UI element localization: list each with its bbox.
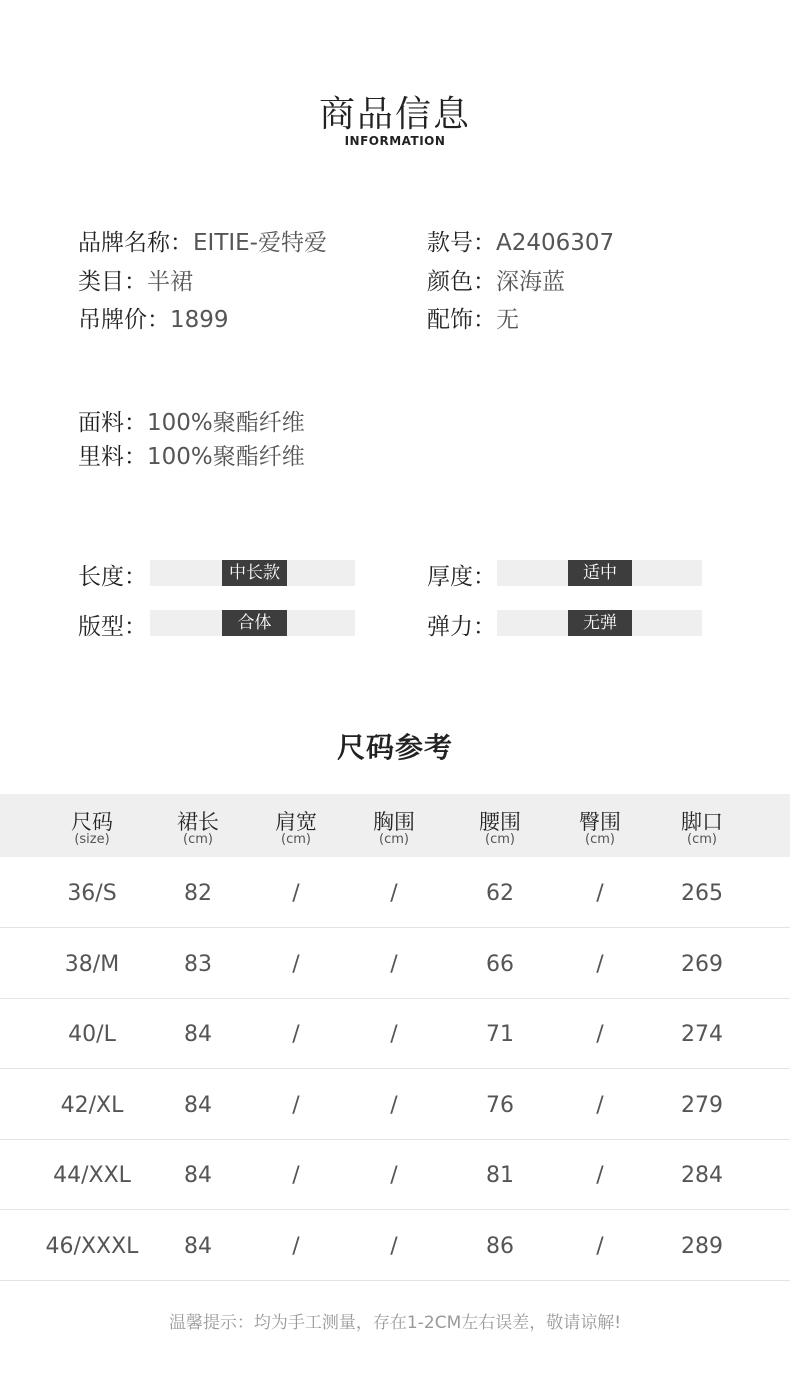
- column-header-bust: [344, 794, 444, 857]
- table-cell: /: [596, 881, 604, 906]
- column-header-hip: [550, 794, 650, 857]
- price-value: 1899: [170, 307, 229, 333]
- table-cell: /: [596, 1163, 604, 1188]
- table-cell: 82: [184, 881, 212, 906]
- column-unit: (cm): [379, 832, 409, 847]
- table-cell: /: [292, 881, 300, 906]
- table-cell: 84: [184, 1092, 212, 1118]
- style-row: [427, 224, 614, 257]
- lining-label: 里料：: [78, 444, 147, 470]
- table-cell: 44/XXL: [53, 1163, 131, 1188]
- thickness-tag: 适中: [568, 560, 632, 586]
- length-label: 长度：: [78, 564, 147, 590]
- style-label: 款号：: [427, 230, 496, 256]
- table-row: [0, 998, 790, 1069]
- table-cell: 83: [184, 951, 212, 977]
- category-label: 类目：: [78, 269, 147, 295]
- footer-note: 温馨提示：均为手工测量，存在1-2CM左右误差，敬请谅解!: [168, 1313, 622, 1333]
- table-cell: /: [292, 1092, 300, 1118]
- table-cell: 84: [184, 1022, 212, 1047]
- table-cell: /: [292, 951, 300, 977]
- color-label: 颜色：: [427, 269, 496, 295]
- table-cell: 76: [486, 1092, 514, 1118]
- table-row: [0, 928, 790, 999]
- column-name: 脚口: [681, 810, 723, 834]
- table-cell: 42/XL: [60, 1092, 124, 1118]
- category-row: [78, 263, 193, 296]
- thickness-label: 厚度：: [427, 564, 496, 590]
- table-cell: 289: [681, 1233, 723, 1259]
- price-row: [78, 301, 229, 334]
- table-cell: 284: [681, 1163, 723, 1188]
- category-value: 半裙: [147, 269, 193, 295]
- table-cell: 269: [681, 951, 723, 977]
- table-cell: 84: [184, 1233, 212, 1259]
- brand-value: EITIE-爱特爱: [193, 230, 327, 256]
- lining-value: 100%聚酯纤维: [147, 444, 305, 470]
- table-cell: 38/M: [64, 951, 120, 977]
- table-cell: /: [390, 1163, 398, 1188]
- color-row: [427, 263, 565, 296]
- page-title: 商品信息: [318, 94, 471, 135]
- column-name: 裙长: [177, 810, 219, 834]
- column-header-hem: [652, 794, 752, 857]
- accessory-label: 配饰：: [427, 307, 496, 333]
- fabric-row: [78, 404, 305, 437]
- size-table-header: [0, 794, 790, 857]
- table-cell: /: [390, 881, 398, 906]
- column-header-waist: [450, 794, 550, 857]
- lining-row: [78, 438, 305, 471]
- table-cell: /: [596, 1092, 604, 1118]
- column-unit: (cm): [485, 832, 515, 847]
- table-cell: 86: [486, 1233, 514, 1259]
- table-cell: 36/S: [67, 881, 117, 906]
- fit-label: 版型：: [78, 614, 147, 640]
- table-row: [0, 1069, 790, 1140]
- table-cell: 40/L: [68, 1022, 116, 1047]
- column-unit: (cm): [585, 832, 615, 847]
- column-name: 胸围: [373, 810, 415, 834]
- elasticity-label: 弹力：: [427, 614, 496, 640]
- fit-tag: 合体: [222, 610, 287, 636]
- table-cell: /: [390, 951, 398, 977]
- table-cell: 274: [681, 1022, 723, 1047]
- elasticity-tag: 无弹: [568, 610, 632, 636]
- table-cell: 84: [184, 1163, 212, 1188]
- table-cell: 81: [486, 1163, 514, 1188]
- column-header-shoulder: [246, 794, 346, 857]
- column-name: 尺码: [71, 810, 113, 834]
- column-header-skirt-length: [148, 794, 248, 857]
- table-cell: /: [292, 1163, 300, 1188]
- table-cell: /: [292, 1233, 300, 1259]
- column-name: 腰围: [479, 810, 521, 834]
- color-value: 深海蓝: [496, 269, 565, 295]
- column-header-size: [42, 794, 142, 857]
- column-unit: (cm): [281, 832, 311, 847]
- table-cell: 62: [486, 881, 514, 906]
- table-cell: /: [390, 1022, 398, 1047]
- table-cell: 265: [681, 881, 723, 906]
- column-unit: (cm): [183, 832, 213, 847]
- table-cell: /: [596, 1022, 604, 1047]
- accessory-value: 无: [496, 307, 519, 333]
- fabric-label: 面料：: [78, 410, 147, 436]
- column-name: 臀围: [579, 810, 621, 834]
- brand-label: 品牌名称：: [78, 230, 193, 256]
- table-row: [0, 857, 790, 928]
- brand-row: [78, 224, 327, 257]
- table-cell: /: [596, 1233, 604, 1259]
- column-unit: (cm): [687, 832, 717, 847]
- accessory-row: [427, 301, 519, 334]
- table-cell: 71: [486, 1022, 514, 1047]
- table-row: [0, 1139, 790, 1210]
- table-cell: 46/XXXL: [45, 1233, 139, 1259]
- table-cell: 66: [486, 951, 514, 977]
- table-cell: /: [390, 1092, 398, 1118]
- table-cell: /: [292, 1022, 300, 1047]
- table-cell: /: [596, 951, 604, 977]
- table-cell: 279: [681, 1092, 723, 1118]
- style-value: A2406307: [496, 230, 615, 256]
- table-cell: /: [390, 1233, 398, 1259]
- column-name: 肩宽: [275, 810, 317, 834]
- page-subtitle: INFORMATION: [344, 134, 446, 148]
- length-tag: 中长款: [222, 560, 287, 586]
- column-unit: (size): [74, 832, 110, 847]
- fabric-value: 100%聚酯纤维: [147, 410, 305, 436]
- price-label: 吊牌价：: [78, 307, 170, 333]
- size-chart-title: 尺码参考: [336, 731, 453, 764]
- table-row: [0, 1210, 790, 1281]
